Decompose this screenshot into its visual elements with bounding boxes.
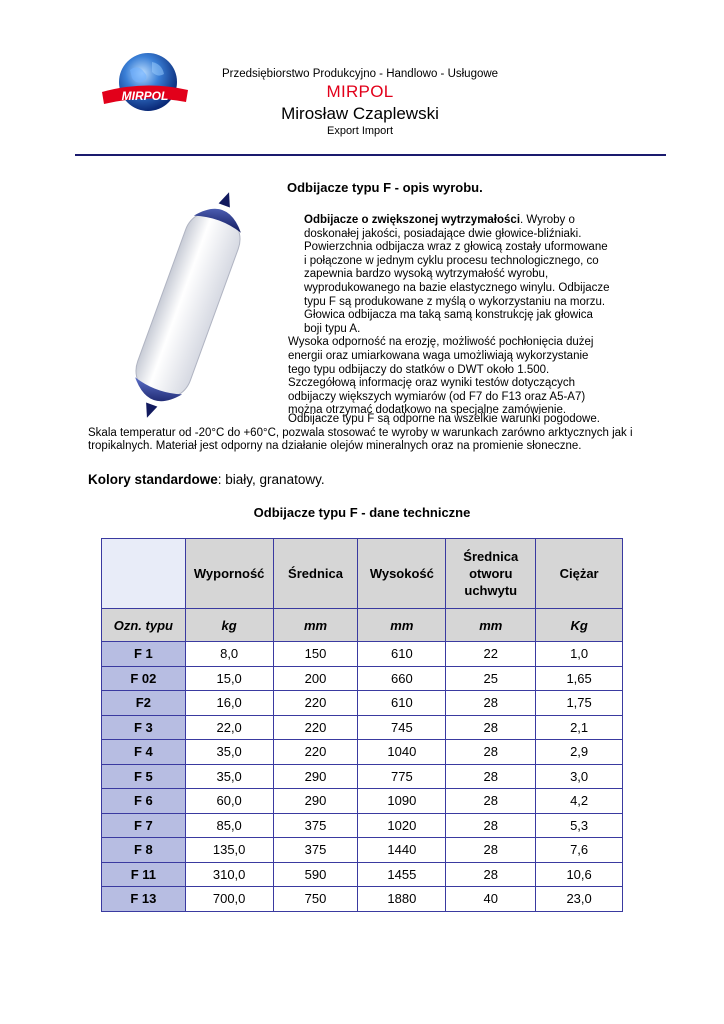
table-row xyxy=(102,691,623,716)
value-cell: 28 xyxy=(446,789,536,814)
owner-name: Mirosław Czaplewski xyxy=(281,104,439,123)
value-cell: 3,0 xyxy=(536,764,623,789)
value-cell: 28 xyxy=(446,740,536,765)
description-lead: Odbijacze o zwiększonej wytrzymałości xyxy=(304,214,521,226)
value-cell: 220 xyxy=(273,715,358,740)
header-cell: Średnica xyxy=(273,539,358,609)
spec-table xyxy=(101,538,623,912)
description-text xyxy=(280,214,610,418)
table-row xyxy=(102,838,623,863)
value-cell: 25 xyxy=(446,666,536,691)
unit-cell: mm xyxy=(358,609,446,642)
colors-value: : biały, granatowy. xyxy=(217,472,325,487)
value-cell: 5,3 xyxy=(536,813,623,838)
description-p3-rest: Skala temperatur od -20°C do +60°C, pozwala stosować te wyroby w warunkach zarówno arktycznych jak i tropikalnych. Materiał jest odporny na działanie olejów mineralnych oraz na promienie słoneczne. xyxy=(88,426,633,453)
header-cell xyxy=(102,539,186,609)
value-cell: 1880 xyxy=(358,887,446,912)
table-row xyxy=(102,666,623,691)
value-cell: 150 xyxy=(273,642,358,667)
type-cell: F 3 xyxy=(102,715,186,740)
header-cell: Średnica otworu uchwytu xyxy=(446,539,536,609)
unit-cell: kg xyxy=(185,609,273,642)
type-cell: F 6 xyxy=(102,789,186,814)
value-cell: 28 xyxy=(446,764,536,789)
unit-cell: Kg xyxy=(536,609,623,642)
value-cell: 8,0 xyxy=(185,642,273,667)
value-cell: 7,6 xyxy=(536,838,623,863)
standard-colors xyxy=(88,472,325,487)
table-row xyxy=(102,764,623,789)
table-header-row xyxy=(102,539,623,609)
value-cell: 1,65 xyxy=(536,666,623,691)
value-cell: 135,0 xyxy=(185,838,273,863)
value-cell: 310,0 xyxy=(185,862,273,887)
value-cell: 1,0 xyxy=(536,642,623,667)
value-cell: 10,6 xyxy=(536,862,623,887)
table-row xyxy=(102,715,623,740)
table-row xyxy=(102,813,623,838)
value-cell: 220 xyxy=(273,691,358,716)
value-cell: 4,2 xyxy=(536,789,623,814)
value-cell: 610 xyxy=(358,642,446,667)
value-cell: 1440 xyxy=(358,838,446,863)
value-cell: 375 xyxy=(273,838,358,863)
value-cell: 610 xyxy=(358,691,446,716)
header-divider xyxy=(75,154,666,156)
value-cell: 60,0 xyxy=(185,789,273,814)
table-row xyxy=(102,887,623,912)
table-row xyxy=(102,642,623,667)
header-cell: Ciężar xyxy=(536,539,623,609)
description-paragraph-2: Wysoka odporność na erozję, możliwość pochłonięcia dużej energii oraz umiarkowana waga umożliwiają wykorzystanie tego typu odbijaczy do statków o DWT około 1.500. Szczegółową informację oraz wyniki testów dotyczących odbijaczy większych wymiarów (od F7 do F13 oraz A5-A7) można otrzymać dodatkowo na specjalne zamówienie. xyxy=(288,336,594,417)
table-row xyxy=(102,789,623,814)
unit-cell: Ozn. typu xyxy=(102,609,186,642)
value-cell: 1455 xyxy=(358,862,446,887)
type-cell: F 8 xyxy=(102,838,186,863)
value-cell: 22,0 xyxy=(185,715,273,740)
value-cell: 700,0 xyxy=(185,887,273,912)
value-cell: 2,9 xyxy=(536,740,623,765)
fender-image xyxy=(108,185,268,425)
value-cell: 1020 xyxy=(358,813,446,838)
value-cell: 745 xyxy=(358,715,446,740)
value-cell: 22 xyxy=(446,642,536,667)
company-type: Przedsiębiorstwo Produkcyjno - Handlowo - Usługowe xyxy=(221,68,499,80)
table-body xyxy=(102,642,623,912)
value-cell: 1,75 xyxy=(536,691,623,716)
value-cell: 750 xyxy=(273,887,358,912)
tagline: Export Import xyxy=(326,125,394,137)
description-paragraph-3 xyxy=(88,413,648,454)
value-cell: 28 xyxy=(446,862,536,887)
header-cell: Wyporność xyxy=(185,539,273,609)
value-cell: 28 xyxy=(446,813,536,838)
value-cell: 40 xyxy=(446,887,536,912)
type-cell: F2 xyxy=(102,691,186,716)
value-cell: 85,0 xyxy=(185,813,273,838)
value-cell: 35,0 xyxy=(185,740,273,765)
description-p3-first: Odbijacze typu F są odporne na wszelkie warunki pogodowe. xyxy=(288,413,600,425)
table-row xyxy=(102,862,623,887)
table-title: Odbijacze typu F - dane techniczne xyxy=(253,505,471,520)
value-cell: 28 xyxy=(446,691,536,716)
value-cell: 15,0 xyxy=(185,666,273,691)
description-title: Odbijacze typu F - opis wyrobu. xyxy=(287,180,483,195)
unit-cell: mm xyxy=(446,609,536,642)
value-cell: 220 xyxy=(273,740,358,765)
type-cell: F 11 xyxy=(102,862,186,887)
value-cell: 2,1 xyxy=(536,715,623,740)
value-cell: 290 xyxy=(273,764,358,789)
description-p1-rest: . Wyroby o doskonałej jakości, posiadające dwie głowice-bliźniaki. Powierzchnia odbijacza wraz z głowicą zostały uformowane i połączone w jednym cyklu procesu technologicznego, co zapewnia bardzo wysoką wytrzymałość wyrobu, wyprodukowanego na bazie elastycznego winylu. Odbijacze typu F są produkowane z myślą o wykorzystaniu na morzu. Głowica odbijacza ma taką samą konstrukcję jak głowica boji typu A. xyxy=(304,214,610,335)
value-cell: 23,0 xyxy=(536,887,623,912)
logo-text: MIRPOL xyxy=(121,89,169,103)
brand-name: MIRPOL xyxy=(326,82,394,101)
value-cell: 590 xyxy=(273,862,358,887)
value-cell: 200 xyxy=(273,666,358,691)
value-cell: 660 xyxy=(358,666,446,691)
value-cell: 290 xyxy=(273,789,358,814)
unit-cell: mm xyxy=(273,609,358,642)
description-paragraph-1 xyxy=(280,214,610,336)
value-cell: 375 xyxy=(273,813,358,838)
header-cell: Wysokość xyxy=(358,539,446,609)
value-cell: 775 xyxy=(358,764,446,789)
type-cell: F 4 xyxy=(102,740,186,765)
table-units-row xyxy=(102,609,623,642)
value-cell: 1040 xyxy=(358,740,446,765)
value-cell: 28 xyxy=(446,715,536,740)
value-cell: 35,0 xyxy=(185,764,273,789)
value-cell: 28 xyxy=(446,838,536,863)
colors-label: Kolory standardowe xyxy=(88,472,218,487)
type-cell: F 5 xyxy=(102,764,186,789)
type-cell: F 13 xyxy=(102,887,186,912)
value-cell: 16,0 xyxy=(185,691,273,716)
table-row xyxy=(102,740,623,765)
type-cell: F 1 xyxy=(102,642,186,667)
value-cell: 1090 xyxy=(358,789,446,814)
type-cell: F 02 xyxy=(102,666,186,691)
type-cell: F 7 xyxy=(102,813,186,838)
